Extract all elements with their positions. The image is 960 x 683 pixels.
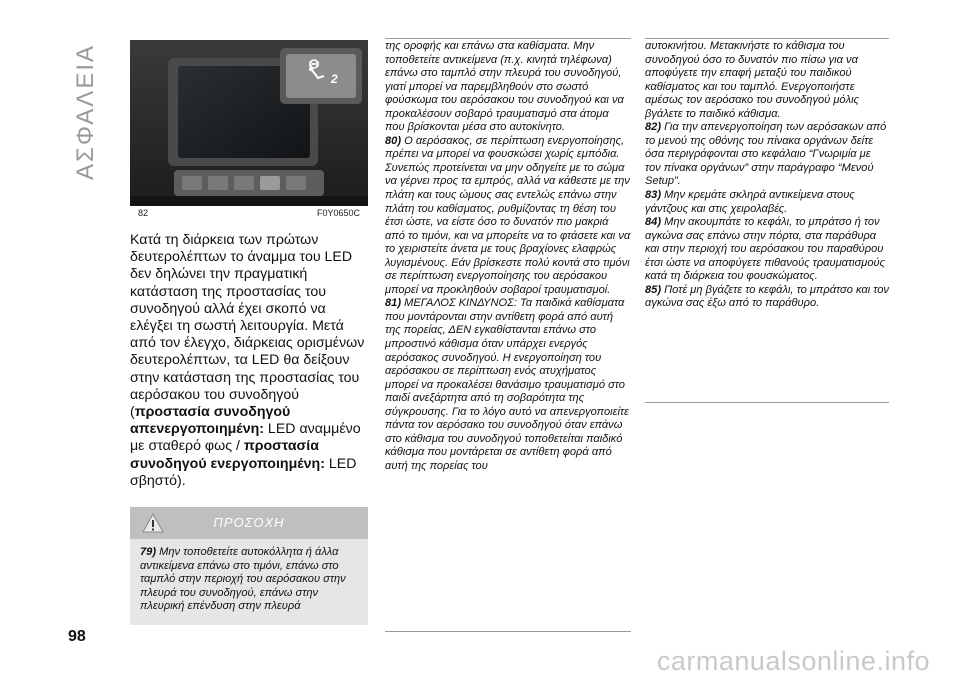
figure-caption — [130, 206, 368, 218]
item-82-number: 82) — [645, 121, 662, 134]
page-number: 98 — [68, 628, 86, 645]
led-text-3: LED σβηστό). — [130, 455, 357, 489]
item-84-number: 84) — [645, 216, 662, 229]
right-column — [645, 40, 889, 311]
figure-number: 82 — [138, 208, 149, 218]
led-text-bold-2: προστασία συνοδηγού ενεργοποιημένη: — [130, 438, 325, 472]
led-text-1: Κατά τη διάρκεια των πρώτων δευτερολέπτων το άναμμα του LED δεν δηλώνει την πραγματική κατάσταση της προστασίας του συνοδηγού αλλά έχει σκοπό να ελέγξει τη σωστή λειτουργία. Μετά από τον έλεγχο, διάρκειας ορισμένων δευτερολέπτων, τα LED θα δείξουν στην κατάσταση της προστασίας του αερόσακου του συνοδηγού ( — [130, 232, 365, 421]
indicator-digit: 2 — [331, 72, 338, 86]
item-81-text: ΜΕΓΑΛΟΣ ΚΙΝΔΥΝΟΣ: Τα παιδικά καθίσματα που μοντάρονται στην αντίθετη φορά από αυτή της πορείας, ΔΕΝ εγκαθίστανται επάνω στο μπροστινό κάθισμα όταν υπάρχει ενεργός αερόσακος συνοδηγού. Η ενεργοποίηση του αερόσακου σε περίπτωση ενός ατυχήματος μπορεί να προκαλέσει θανάσιμο τραυματισμό στο παιδί ανεξάρτητα από τη σοβαρότητα της σύγκρουσης. Για το λόγο αυτό να απενεργοποιείτε πάντα τον αερόσακο του συνοδηγού όταν επάνω στο κάθισμα του συνοδηγού τοποθετείται παιδικό κάθισμα που μοντάρεται σε αντίθετη φορά από αυτή της πορείας του — [385, 297, 629, 472]
item-80-text: Ο αερόσακος, σε περίπτωση ενεργοποίησης, πρέπει να μπορεί να φουσκώσει χωρίς εμπόδια. Συνεπώς προτείνεται να μην οδηγείτε με το σώμα να γέρνει προς τα εμπρός, αλλά να κάθεστε με την πλάτη και τους ώμους σας εντελώς επάνω στην πλάτη του καθίσματος, ρυθμίζοντας τη θέση του έτσι ώστε, να είστε όσο το δυνατόν πιο μακριά από το τιμόνι, και να μπορείτε να το φτάσετε και να το χειριστείτε άνετα με τους βραχίονες ελαφρώς λυγισμένους. Εάν βρίσκεστε πολύ κοντά στο τιμόνι σε περίπτωση ενεργοποίησης του αερόσακου μπορεί να προκληθούν σοβαροί τραυματισμοί. — [385, 134, 631, 296]
dashboard-photo — [130, 40, 368, 206]
item-83-number: 83) — [645, 189, 662, 202]
col3-top-rule — [645, 38, 889, 39]
left-column — [130, 40, 368, 490]
col2-bottom-rule — [385, 631, 631, 632]
warning-body — [130, 539, 368, 614]
item-80-number: 80) — [385, 134, 402, 147]
figure-code: F0Y0650C — [316, 208, 360, 218]
col3-bottom-rule — [645, 402, 889, 403]
item-81-number: 81) — [385, 297, 402, 310]
warning-text: Μην τοποθετείτε αυτοκόλλητα ή άλλα αντικείμενα επάνω στο τιμόνι, επάνω στο ταμπλό στην περιοχή του αερόσακου στην πλευρά του συνοδηγού, επάνω στην πλευρική επένδυση στην πλευρά — [140, 546, 346, 613]
led-description — [130, 232, 368, 490]
item-84-text: Μην ακουμπάτε το κεφάλι, το μπράτσο ή τον αγκώνα σας επάνω στην πόρτα, στα παράθυρα και στην περιοχή του αερόσακου του παραθύρου έτσι ώστε να αποφύγετε πιθανούς τραυματισμούς κατά τη διάρκεια του φουσκώματος. — [645, 216, 886, 283]
airbag-off-icon — [304, 56, 344, 92]
warning-item-number: 79) — [140, 546, 157, 558]
item-83-text: Μην κρεμάτε σκληρά αντικείμενα στους γάντζους και στις χειρολαβές. — [645, 189, 855, 215]
col3-paragraph-1: αυτοκινήτου. Μετακινήστε το κάθισμα του συνοδηγού όσο το δυνατόν πιο πίσω για να αποφύγετε την επαφή μεταξύ του παιδικού καθίσματος και του ταμπλό. Ενεργοποιήστε αμέσως τον αερόσακο του συνοδηγού μόλις βγάλετε το παιδικό κάθισμα. — [645, 40, 859, 120]
col2-top-rule — [385, 38, 631, 39]
warning-header — [130, 507, 368, 539]
led-text-2: LED αναμμένο με σταθερό φως / — [130, 421, 361, 455]
warning-box — [130, 507, 368, 625]
section-tab: ΑΣΦΑΛΕΙΑ — [72, 43, 99, 180]
col2-paragraph-1: της οροφής και επάνω στα καθίσματα. Μην τοποθετείτε αντικείμενα (π.χ. κινητά τηλέφωνα) επάνω στο ταμπλό στην πλευρά του συνοδηγού, γιατί μπορεί να παρεμβληθούν στο σωστό φούσκωμα του αερόσακου του συνοδηγού και να προκαλέσουν σοβαρό τραυματισμό στα άτομα που βρίσκονται μέσα στο αυτοκίνητο. — [385, 40, 624, 134]
led-text-bold-1: προστασία συνοδηγού απενεργοποιημένη: — [130, 404, 291, 438]
warning-title: ΠΡΟΣΟΧΗ — [213, 515, 285, 530]
watermark: carmanualsonline.info — [656, 646, 930, 676]
item-82-text: Για την απενεργοποίηση των αερόσακων από το μενού της οθόνης του πίνακα οργάνων δείτε όσα περιγράφονται στο κεφάλαιο “Γνωριμία με τον πίνακα οργάνων” στην παράγραφο “Μενού Setup”. — [645, 121, 887, 188]
item-85-number: 85) — [645, 283, 662, 296]
middle-column — [385, 40, 631, 474]
item-85-text: Ποτέ μη βγάζετε το κεφάλι, το μπράτσο και τον αγκώνα σας έξω από το παράθυρο. — [645, 283, 889, 310]
